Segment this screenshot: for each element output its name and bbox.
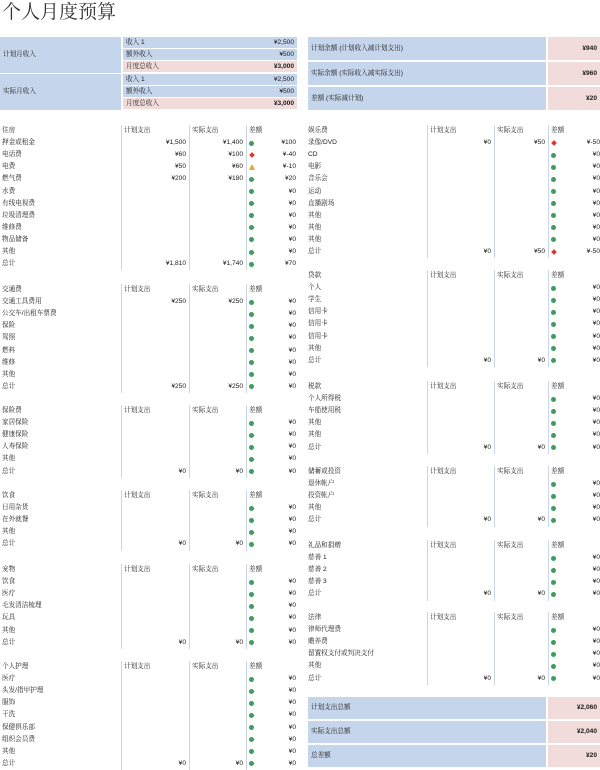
diff-value: ¥0 <box>592 566 600 574</box>
row-label: 电影 <box>308 163 322 171</box>
income-row-label: 月度总收入 <box>126 63 159 70</box>
diff-value: ¥0 <box>592 431 600 439</box>
section-name: 饮食 <box>2 492 16 499</box>
diff-value: ¥0 <box>592 320 600 328</box>
page-title: 个人月度预算 <box>2 1 117 23</box>
diff-value: ¥-40 <box>282 151 296 159</box>
diff-value: ¥0 <box>288 504 296 512</box>
balance-value: ¥20 <box>548 87 600 110</box>
diff-header: 差额 <box>551 127 565 134</box>
row-label: 留置权支付或判决支付 <box>308 650 374 658</box>
actual-value: ¥100 <box>228 151 243 159</box>
row-label: 垃圾清理费 <box>2 211 35 219</box>
planned-value: ¥0 <box>178 759 186 767</box>
row-label: 总计 <box>2 467 16 475</box>
diff-header: 差额 <box>249 286 263 293</box>
section-name: 税款 <box>308 383 322 390</box>
section-name: 交通费 <box>2 286 22 293</box>
row-label: 个人 <box>308 284 322 292</box>
planned-value: ¥0 <box>483 590 491 598</box>
row-label: 玩具 <box>2 614 16 622</box>
diff-value: ¥0 <box>592 578 600 586</box>
row-label: 直播剧场 <box>308 199 335 207</box>
row-label: 律师代理费 <box>308 626 341 634</box>
diff-value: ¥0 <box>288 358 296 366</box>
planned-value: ¥60 <box>174 151 186 159</box>
row-label: 慈善 1 <box>308 554 327 562</box>
diff-value: ¥0 <box>288 455 296 463</box>
diff-value: ¥0 <box>592 480 600 488</box>
summary-value: ¥20 <box>548 745 600 767</box>
planned-value: ¥1,810 <box>165 260 186 268</box>
row-label: 维修 <box>2 358 16 366</box>
row-label: 其他 <box>308 504 322 512</box>
diff-value: ¥0 <box>592 296 600 304</box>
row-label: 公交车/出租车票费 <box>2 310 57 318</box>
diff-value: ¥70 <box>284 260 296 268</box>
diff-value: ¥0 <box>288 687 296 695</box>
actual-value: ¥250 <box>228 298 243 306</box>
diff-value: ¥0 <box>288 431 296 439</box>
section-name: 保险费 <box>2 407 22 414</box>
income-group-label: 计划月收入 <box>0 37 121 73</box>
row-label: 学生 <box>308 296 322 304</box>
diff-value: ¥0 <box>288 711 296 719</box>
diff-value: ¥0 <box>592 674 600 682</box>
row-label: 个人所得税 <box>308 395 341 403</box>
row-label: 慈善 3 <box>308 578 327 586</box>
row-label: 组织会员费 <box>2 735 35 743</box>
actual-value: ¥60 <box>231 163 243 171</box>
planned-header: 计划支出 <box>124 286 151 293</box>
diff-value: ¥0 <box>592 175 600 183</box>
diff-value: ¥0 <box>592 554 600 562</box>
actual-value: ¥0 <box>537 590 545 598</box>
row-label: 其他 <box>2 626 16 634</box>
row-label: 燃料 <box>2 346 16 354</box>
actual-value: ¥50 <box>533 139 545 147</box>
income-row-value: ¥500 <box>279 51 294 58</box>
section-name: 贷款 <box>308 272 322 279</box>
row-label: CD <box>308 151 318 159</box>
row-label: 总计 <box>308 356 322 364</box>
row-label: 物品储备 <box>2 235 29 243</box>
income-row-value: ¥2,500 <box>273 76 294 83</box>
diff-header: 差额 <box>551 468 565 475</box>
planned-header: 计划支出 <box>430 127 457 134</box>
diff-value: ¥0 <box>288 602 296 610</box>
row-label: 其他 <box>308 223 322 231</box>
summary-value: ¥2,040 <box>548 721 600 743</box>
diff-value: ¥0 <box>288 699 296 707</box>
section-name: 储蓄或投资 <box>308 468 341 475</box>
actual-value: ¥1,400 <box>222 139 243 147</box>
diff-value: ¥0 <box>592 151 600 159</box>
planned-value: ¥0 <box>483 356 491 364</box>
diff-value: ¥0 <box>592 235 600 243</box>
diff-header: 差额 <box>551 614 565 621</box>
row-label: 电费 <box>2 163 16 171</box>
planned-value: ¥0 <box>483 139 491 147</box>
diff-value: ¥0 <box>592 662 600 670</box>
section-name: 法律 <box>308 614 322 621</box>
income-row-value: ¥3,000 <box>273 63 294 70</box>
row-label: 运动 <box>308 187 322 195</box>
diff-value: ¥0 <box>288 223 296 231</box>
actual-header: 实际支出 <box>497 127 524 134</box>
row-label: 总计 <box>308 248 322 255</box>
row-label: 其他 <box>2 747 16 755</box>
actual-header: 实际支出 <box>192 286 219 293</box>
planned-value: ¥1,500 <box>165 139 186 147</box>
row-label: 家居保险 <box>2 419 29 427</box>
planned-value: ¥250 <box>171 382 186 390</box>
diff-value: ¥100 <box>281 139 296 147</box>
diff-value: ¥0 <box>288 759 296 767</box>
diff-value: ¥0 <box>288 382 296 390</box>
diff-value: ¥0 <box>288 310 296 318</box>
income-group-label: 实际月收入 <box>0 74 121 110</box>
actual-value: ¥0 <box>537 516 545 524</box>
actual-value: ¥0 <box>235 638 243 646</box>
diff-value: ¥0 <box>288 540 296 548</box>
diff-value: ¥0 <box>288 346 296 354</box>
diff-header: 差额 <box>249 492 263 499</box>
row-label: 总计 <box>308 674 322 682</box>
diff-value: ¥0 <box>288 187 296 195</box>
row-label: 毛发清洁梳理 <box>2 602 42 610</box>
summary-value: ¥2,060 <box>548 697 600 719</box>
actual-header: 实际支出 <box>192 566 219 573</box>
diff-value: ¥0 <box>288 675 296 683</box>
planned-value: ¥0 <box>178 467 186 475</box>
planned-value: ¥0 <box>483 248 491 255</box>
row-label: 医疗 <box>2 675 16 683</box>
income-row-value: ¥500 <box>279 88 294 95</box>
diff-value: ¥0 <box>592 187 600 195</box>
row-label: 燃气费 <box>2 175 22 183</box>
row-label: 有线电视费 <box>2 199 35 207</box>
planned-value: ¥0 <box>178 638 186 646</box>
diff-value: ¥0 <box>288 528 296 536</box>
diff-value: ¥0 <box>288 211 296 219</box>
planned-header: 计划支出 <box>430 468 457 475</box>
row-label: 健康保险 <box>2 431 29 439</box>
diff-value: ¥0 <box>592 395 600 403</box>
row-label: 信用卡 <box>308 320 328 328</box>
planned-header: 计划支出 <box>124 492 151 499</box>
row-label: 总计 <box>308 516 322 524</box>
row-label: 投资帐户 <box>308 492 335 500</box>
income-row-label: 额外收入 <box>126 88 153 95</box>
diff-value: ¥0 <box>288 590 296 598</box>
actual-value: ¥0 <box>537 356 545 364</box>
diff-value: ¥0 <box>592 443 600 451</box>
income-row-label: 月度总收入 <box>126 100 159 107</box>
diff-value: ¥0 <box>592 163 600 171</box>
diff-header: 差额 <box>551 272 565 279</box>
actual-header: 实际支出 <box>497 272 524 279</box>
row-label: 服饰 <box>2 699 16 707</box>
summary-label: 计划支出总额 <box>308 697 546 719</box>
actual-header: 实际支出 <box>192 492 219 499</box>
actual-header: 实际支出 <box>192 127 219 134</box>
actual-value: ¥0 <box>235 467 243 475</box>
planned-header: 计划支出 <box>124 663 151 670</box>
diff-value: ¥0 <box>288 248 296 255</box>
diff-value: ¥-10 <box>282 163 296 171</box>
diff-value: ¥0 <box>288 614 296 622</box>
diff-value: ¥0 <box>288 298 296 306</box>
actual-value: ¥1,740 <box>222 260 243 268</box>
actual-value: ¥0 <box>235 540 243 548</box>
actual-value: ¥50 <box>533 248 545 255</box>
actual-header: 实际支出 <box>497 542 524 549</box>
diff-value: ¥0 <box>592 308 600 316</box>
diff-value: ¥0 <box>592 638 600 646</box>
row-label: 车船使用税 <box>308 407 341 415</box>
row-label: 其他 <box>308 235 322 243</box>
balance-label: 差额 (实际减计划) <box>308 87 546 110</box>
diff-header: 差额 <box>249 663 263 670</box>
actual-header: 实际支出 <box>192 663 219 670</box>
row-label: 其他 <box>2 528 16 536</box>
planned-value: ¥0 <box>178 540 186 548</box>
diff-value: ¥0 <box>288 322 296 330</box>
row-label: 人寿保险 <box>2 443 29 451</box>
row-label: 总计 <box>2 540 16 548</box>
row-label: 其他 <box>308 419 322 427</box>
income-row-label: 收入 1 <box>126 39 145 46</box>
diff-header: 差额 <box>249 566 263 573</box>
row-label: 水费 <box>2 187 16 195</box>
row-label: 维修费 <box>2 223 22 231</box>
planned-value: ¥200 <box>171 175 186 183</box>
row-label: 信用卡 <box>308 308 328 316</box>
section-name: 住房 <box>2 127 16 134</box>
planned-header: 计划支出 <box>430 272 457 279</box>
actual-header: 实际支出 <box>497 468 524 475</box>
row-label: 总计 <box>308 443 322 451</box>
row-label: 总计 <box>308 590 322 598</box>
planned-header: 计划支出 <box>124 127 151 134</box>
diff-value: ¥20 <box>284 175 296 183</box>
row-label: 其他 <box>2 370 16 378</box>
income-row-label: 额外收入 <box>126 51 153 58</box>
row-label: 其他 <box>308 662 322 670</box>
diff-value: ¥0 <box>592 504 600 512</box>
planned-value: ¥0 <box>483 443 491 451</box>
row-label: 交通工具费用 <box>2 298 42 306</box>
planned-value: ¥0 <box>483 674 491 682</box>
row-label: 总计 <box>2 759 16 767</box>
row-label: 饮食 <box>2 578 16 586</box>
balance-label: 计划余额 (计划收入减计划支出) <box>308 37 546 60</box>
diff-value: ¥-50 <box>586 139 600 147</box>
actual-header: 实际支出 <box>497 614 524 621</box>
row-label: 录像/DVD <box>308 139 337 147</box>
diff-value: ¥0 <box>288 334 296 342</box>
diff-value: ¥0 <box>288 638 296 646</box>
diff-value: ¥0 <box>288 443 296 451</box>
diff-value: ¥0 <box>592 332 600 340</box>
section-name: 宠物 <box>2 566 16 573</box>
row-label: 在外就餐 <box>2 516 29 524</box>
planned-header: 计划支出 <box>124 566 151 573</box>
planned-header: 计划支出 <box>430 383 457 390</box>
section-name: 礼品和捐赠 <box>308 542 341 549</box>
row-label: 其他 <box>2 455 16 463</box>
row-label: 慈善 2 <box>308 566 327 574</box>
diff-value: ¥0 <box>592 284 600 292</box>
actual-value: ¥0 <box>537 674 545 682</box>
diff-value: ¥0 <box>288 235 296 243</box>
diff-value: ¥0 <box>592 626 600 634</box>
row-label: 押金或租金 <box>2 139 35 147</box>
row-label: 信用卡 <box>308 332 328 340</box>
diff-value: ¥0 <box>288 723 296 731</box>
row-label: 其他 <box>308 344 322 352</box>
row-label: 其他 <box>2 248 16 255</box>
row-label: 干洗 <box>2 711 16 719</box>
diff-value: ¥0 <box>592 419 600 427</box>
balance-value: ¥940 <box>548 37 600 60</box>
row-label: 日用杂货 <box>2 504 29 512</box>
row-label: 总计 <box>2 260 16 268</box>
diff-value: ¥0 <box>592 650 600 658</box>
diff-value: ¥0 <box>592 590 600 598</box>
diff-value: ¥0 <box>288 370 296 378</box>
planned-header: 计划支出 <box>430 614 457 621</box>
diff-value: ¥0 <box>288 735 296 743</box>
diff-header: 差额 <box>249 127 263 134</box>
actual-header: 实际支出 <box>192 407 219 414</box>
diff-value: ¥0 <box>592 211 600 219</box>
actual-value: ¥250 <box>228 382 243 390</box>
summary-label: 总差额 <box>308 745 546 767</box>
planned-value: ¥0 <box>483 516 491 524</box>
planned-value: ¥250 <box>171 298 186 306</box>
diff-value: ¥0 <box>592 344 600 352</box>
income-row-value: ¥3,000 <box>273 100 294 107</box>
diff-value: ¥0 <box>592 356 600 364</box>
diff-header: 差额 <box>551 542 565 549</box>
diff-value: ¥-50 <box>586 248 600 255</box>
row-label: 保险 <box>2 322 16 330</box>
row-label: 总计 <box>2 382 16 390</box>
income-row-value: ¥2,500 <box>273 39 294 46</box>
row-label: 其他 <box>308 211 322 219</box>
row-label: 头发/指甲护理 <box>2 687 44 695</box>
diff-value: ¥0 <box>592 492 600 500</box>
diff-value: ¥0 <box>592 516 600 524</box>
diff-value: ¥0 <box>592 223 600 231</box>
row-label: 退休帐户 <box>308 480 335 488</box>
diff-header: 差额 <box>551 383 565 390</box>
diff-value: ¥0 <box>288 516 296 524</box>
actual-header: 实际支出 <box>497 383 524 390</box>
balance-label: 实际余额 (实际收入减实际支出) <box>308 62 546 85</box>
row-label: 总计 <box>2 638 16 646</box>
row-label: 其他 <box>308 431 322 439</box>
planned-value: ¥50 <box>174 163 186 171</box>
planned-header: 计划支出 <box>124 407 151 414</box>
diff-header: 差额 <box>249 407 263 414</box>
row-label: 赡养费 <box>308 638 328 646</box>
diff-value: ¥0 <box>592 199 600 207</box>
balance-value: ¥960 <box>548 62 600 85</box>
row-label: 保健俱乐部 <box>2 723 35 731</box>
diff-value: ¥0 <box>288 747 296 755</box>
diff-value: ¥0 <box>288 467 296 475</box>
planned-header: 计划支出 <box>430 542 457 549</box>
row-label: 医疗 <box>2 590 16 598</box>
diff-value: ¥0 <box>288 199 296 207</box>
actual-value: ¥0 <box>235 759 243 767</box>
section-name: 个人护理 <box>2 663 29 670</box>
actual-value: ¥0 <box>537 443 545 451</box>
income-row-label: 收入 1 <box>126 76 145 83</box>
diff-value: ¥0 <box>592 407 600 415</box>
row-label: 电话费 <box>2 151 22 159</box>
summary-label: 实际支出总额 <box>308 721 546 743</box>
diff-value: ¥0 <box>288 419 296 427</box>
row-label: 音乐会 <box>308 175 328 183</box>
diff-value: ¥0 <box>288 578 296 586</box>
row-label: 驾照 <box>2 334 16 342</box>
diff-value: ¥0 <box>288 626 296 634</box>
actual-value: ¥180 <box>228 175 243 183</box>
section-name: 娱乐费 <box>308 127 328 134</box>
